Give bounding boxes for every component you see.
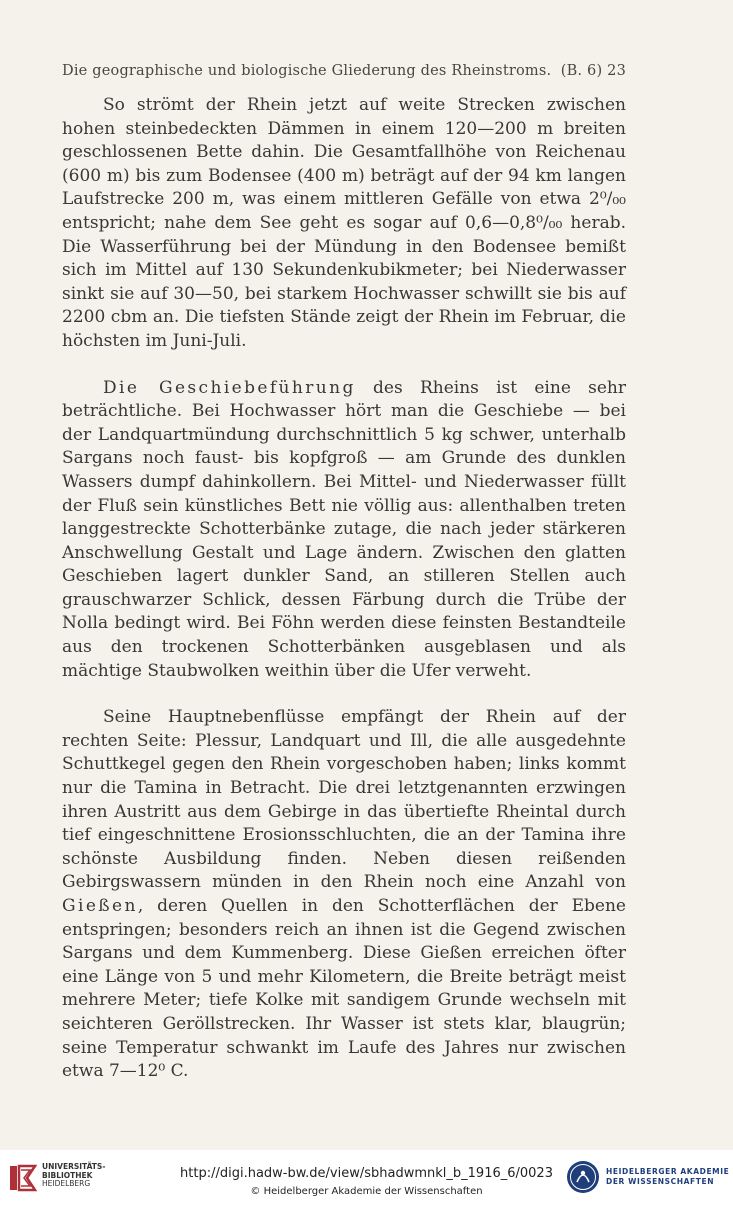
paragraph-3-text-after: , deren Quellen in den Schotterflächen der Ebene entspringen; besonders reich an ihnen ist die Gegend zwischen Sargans und dem Kummenberg. Diese Gießen erreichen öfter eine Länge von 5 und mehr Kilometern, die Breite beträgt meist mehrere Meter; tiefe Kolke mit sandigem Grunde wechseln mit seichteren Geröllstrecken. Ihr Wasser ist stets klar, blaugrün; seine Temperatur schwankt im Laufe des Jahres nur zwischen etwa 7—12⁰ C. (62, 896, 626, 1082)
running-head-title: Die geographische und biologische Gliederung des Rheinstroms. (62, 63, 552, 79)
body-text (62, 94, 626, 1084)
academy-name: HEIDELBERGER AKADEMIE DER WISSENSCHAFTEN (606, 1167, 730, 1186)
emphasized-term: Gießen (62, 896, 138, 916)
paragraph-3 (62, 706, 626, 1084)
emphasized-term: Die Geschiebeführung (103, 377, 356, 398)
page-number: (B. 6) 23 (560, 63, 626, 79)
paragraph-2-text: des Rheins ist eine sehr beträchtliche. Bei Hochwasser hört man die Geschiebe — bei der Landquartmündung durchschnittlich 5 kg schwer, unterhalb Sargans noch faust- bis kopfgroß — am Grunde des dunklen Wassers dumpf dahinkollern. Bei Mittel- und Niederwasser füllt der Fluß sein künstliches Bett nie völlig aus: allenthalben treten langgestreckte Schotterbänke zutage, die nach jeder stärkeren Anschwellung Gestalt und Lage ändern. Zwischen den glatten Geschieben lagert dunkler Sand, an stilleren Stellen auch grauschwarzer Schlick, dessen Färbung durch die Trübe der Nolla bedingt wird. Bei Föhn werden diese feinsten Bestandteile aus den trockenen Schotterbänken ausgeblasen und als mächtige Staubwolken weithin über die Ufer verweht. (62, 377, 627, 681)
permalink-url[interactable]: http://digi.hadw-bw.de/view/sbhadwmnkl_b_1916_6/0023 (180, 1166, 553, 1181)
paragraph-3-text-before: Seine Hauptnebenflüsse empfängt der Rhein auf der rechten Seite: Plessur, Landquart und Ill, die alle ausgedehnte Schuttkegel gegen den Rhein vorgeschoben haben; links kommt nur die Tamina in Betracht. Die drei letztgenannten erzwingen ihren Austritt aus dem Gebirge in das übertiefte Rheintal durch tief eingeschnittene Erosionsschluchten, die an der Tamina ihre schönste Ausbildung finden. Neben diesen reißenden Gebirgswassern münden in den Rhein noch eine Anzahl von (62, 707, 626, 893)
viewer-footer (0, 1150, 733, 1205)
paragraph-1: So strömt der Rhein jetzt auf weite Strecken zwischen hohen steinbedeckten Dämmen in einem 120—200 m breiten geschlossenen Bette dahin. Die Gesamtfallhöhe von Reichenau (600 m) bis zum Bodensee (400 m) beträgt auf der 94 km langen Laufstrecke 200 m, was einem mittleren Gefälle von etwa 2⁰/₀₀ entspricht; nahe dem See geht es sogar auf 0,6—0,8⁰/₀₀ herab. Die Wasserführung bei der Mündung in den Bodensee bemißt sich im Mittel auf 130 Sekundenkubikmeter; bei Niederwasser sinkt sie auf 30—50, bei starkem Hochwasser schwillt sie bis auf 2200 cbm an. Die tiefsten Stände zeigt der Rhein im Februar, die höchsten im Juni-Juli. (62, 95, 626, 351)
copyright-notice: © Heidelberger Akademie der Wissenschaften (250, 1186, 483, 1197)
running-head (62, 63, 626, 83)
library-name: UNIVERSITÄTS- BIBLIOTHEK HEIDELBERG (42, 1162, 106, 1188)
paragraph-2 (62, 377, 626, 684)
academy-seal-icon (566, 1160, 600, 1194)
